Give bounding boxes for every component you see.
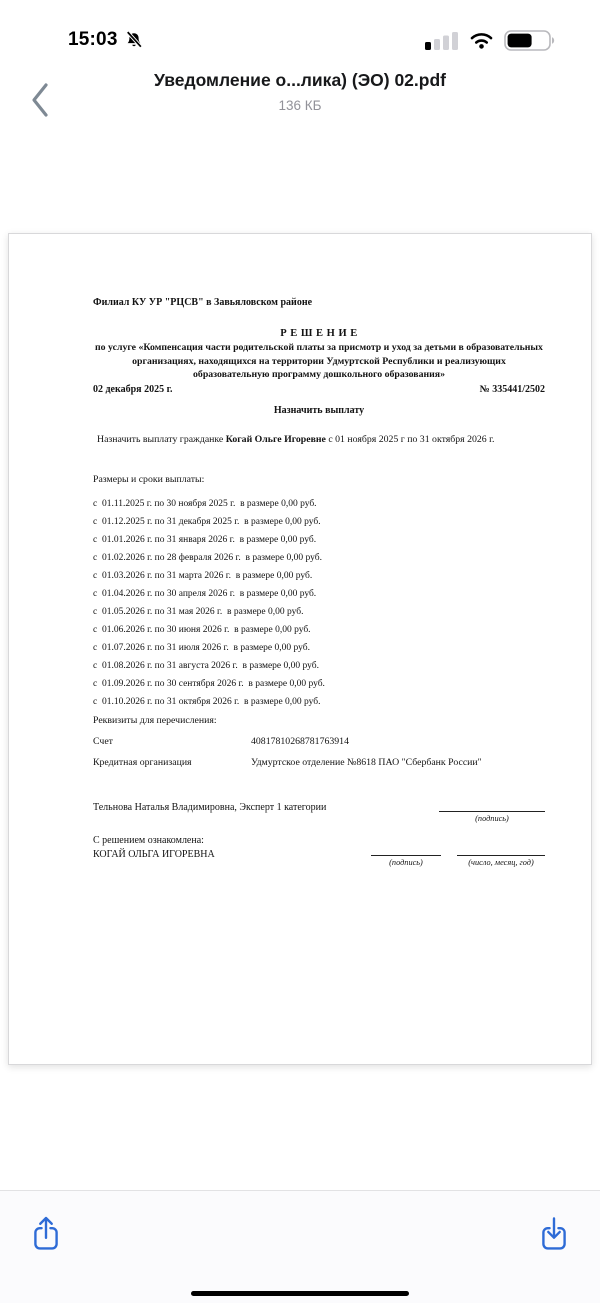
document-size: 136 КБ <box>278 98 322 113</box>
doc-meta-row <box>93 383 545 396</box>
share-button[interactable] <box>22 1209 70 1257</box>
requisite-row <box>93 756 545 769</box>
requisites-heading: Реквизиты для перечисления: <box>93 714 217 726</box>
payment-row: с 01.10.2026 г. по 31 октября 2026 г. в размере 0,00 руб. <box>93 696 321 707</box>
signature-line <box>371 855 441 856</box>
payment-row: с 01.12.2025 г. по 31 декабря 2025 г. в размере 0,00 руб. <box>93 516 321 527</box>
signature-caption: (подпись) <box>475 813 509 823</box>
doc-service-subtitle: по услуге «Компенсация части родительской платы за присмотр и уход за детьми в образовательных организациях, находящихся на территории Удмуртской Республики и реализующих образовательную программу дошкольного образования» <box>95 342 543 380</box>
signature-line <box>439 811 545 812</box>
notifications-muted-icon <box>125 31 143 50</box>
nav-header <box>0 64 600 142</box>
download-icon <box>539 1213 569 1253</box>
download-button[interactable] <box>530 1209 578 1257</box>
bottom-toolbar <box>0 1190 600 1303</box>
date-signature-block <box>457 834 545 867</box>
acknowledged-person-name: КОГАЙ ОЛЬГА ИГОРЕВНА <box>93 848 215 860</box>
recipient-name: Когай Ольге Игоревне <box>225 433 326 445</box>
home-indicator[interactable] <box>191 1291 409 1297</box>
cellular-signal-icon <box>425 31 459 50</box>
assignment-suffix: с 01 ноября 2025 г по 31 октября 2026 г. <box>325 433 495 445</box>
status-time: 15:03 <box>68 29 118 50</box>
requisites-table <box>93 735 545 769</box>
requisite-label: Счет <box>93 735 113 747</box>
pdf-viewer[interactable] <box>0 142 600 1190</box>
signer-row <box>93 801 545 823</box>
signature-block <box>371 834 441 867</box>
payment-row: с 01.09.2026 г. по 30 сентября 2026 г. в размере 0,00 руб. <box>93 678 325 689</box>
wifi-icon <box>469 31 494 49</box>
doc-date: 02 декабря 2025 г. <box>93 383 173 395</box>
payment-row: с 01.11.2025 г. по 30 ноября 2025 г. в размере 0,00 руб. <box>93 498 317 509</box>
chevron-left-icon <box>29 81 51 119</box>
doc-number: № 335441/2502 <box>479 383 545 395</box>
acknowledgement-label: С решением ознакомлена: <box>93 834 204 846</box>
payments-list <box>93 498 545 708</box>
status-bar <box>0 0 600 64</box>
battery-icon <box>504 30 556 51</box>
payment-row: с 01.08.2026 г. по 31 августа 2026 г. в размере 0,00 руб. <box>93 660 319 671</box>
requisite-label: Кредитная организация <box>93 756 192 768</box>
date-caption: (число, месяц, год) <box>468 857 534 867</box>
assignment-prefix: Назначить выплату гражданке <box>97 433 226 445</box>
payment-row: с 01.01.2026 г. по 31 января 2026 г. в размере 0,00 руб. <box>93 534 317 545</box>
pdf-page <box>8 233 592 1065</box>
back-button[interactable] <box>18 74 62 126</box>
share-icon <box>31 1213 61 1253</box>
doc-org-name: Филиал КУ УР "РЦСВ" в Завьяловском районе <box>93 297 313 308</box>
payment-row: с 01.04.2026 г. по 30 апреля 2026 г. в размере 0,00 руб. <box>93 588 317 599</box>
payment-row: с 01.06.2026 г. по 30 июня 2026 г. в размере 0,00 руб. <box>93 624 311 635</box>
document-title: Уведомление о...лика) (ЭО) 02.pdf <box>154 70 446 90</box>
payment-row: с 01.03.2026 г. по 31 марта 2026 г. в размере 0,00 руб. <box>93 570 313 581</box>
requisite-value: 40817810268781763914 <box>251 735 349 747</box>
payments-heading: Размеры и сроки выплаты: <box>93 473 205 485</box>
requisite-value: Удмуртское отделение №8618 ПАО "Сбербанк России" <box>251 756 482 768</box>
signer-name: Тельнова Наталья Владимировна, Эксперт 1 категории <box>93 801 327 813</box>
requisite-row <box>93 735 545 748</box>
doc-assignment-text <box>93 433 545 446</box>
payment-row: с 01.07.2026 г. по 31 июля 2026 г. в размере 0,00 руб. <box>93 642 310 653</box>
doc-heading: Р Е Ш Е Н И Е <box>280 328 358 339</box>
signature-caption: (подпись) <box>389 857 423 867</box>
payment-row: с 01.05.2026 г. по 31 мая 2026 г. в размере 0,00 руб. <box>93 606 304 617</box>
signature-block <box>439 801 545 823</box>
acknowledgement-row <box>93 834 545 867</box>
signature-line <box>457 855 545 856</box>
doc-section-heading: Назначить выплату <box>273 404 365 416</box>
payment-row: с 01.02.2026 г. по 28 февраля 2026 г. в размере 0,00 руб. <box>93 552 322 563</box>
